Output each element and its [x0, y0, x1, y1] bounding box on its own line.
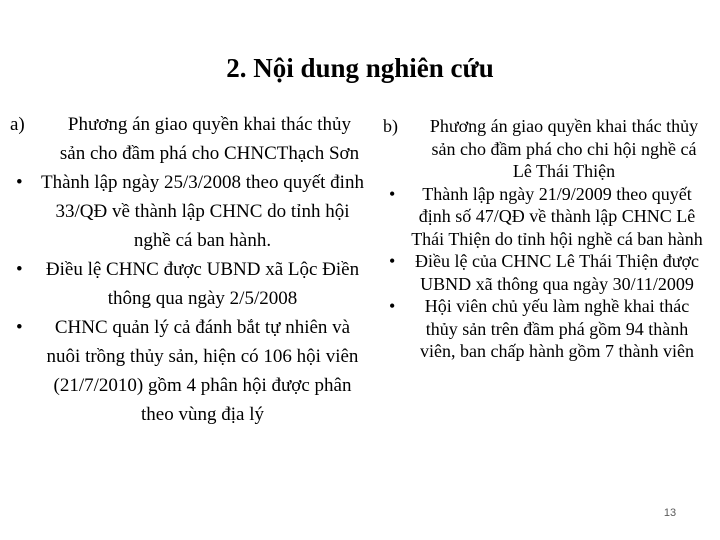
left-bullet-list — [10, 168, 365, 429]
list-item — [383, 250, 703, 295]
bullet-text: Thành lập ngày 25/3/2008 theo quyết đinh 33/QĐ về thành lập CHNC do tỉnh hội nghề cá ban hành. — [41, 172, 364, 251]
bullet-text: Điều lệ của CHNC Lê Thái Thiện được UBND xã thông qua ngày 30/11/2009 — [414, 251, 700, 294]
right-column — [383, 115, 703, 363]
bullet-icon: • — [389, 183, 396, 204]
bullet-icon: • — [16, 259, 23, 280]
bullet-text: CHNC quản lý cả đánh bắt tự nhiên và nuôi trồng thủy sản, hiện có 106 hội viên (21/7/2010) gồm 4 phân hội được phân theo vùng địa lý — [46, 317, 359, 425]
list-item — [10, 168, 365, 255]
bullet-icon: • — [16, 317, 23, 338]
bullet-text: Thành lập ngày 21/9/2009 theo quyết định số 47/QĐ về thành lập CHNC Lê Thái Thiện do tỉnh hội nghề cá ban hành — [411, 183, 703, 249]
slide-title: 2. Nội dung nghiên cứu — [226, 53, 494, 83]
bullet-icon: • — [16, 172, 23, 193]
page-number: 13 — [663, 507, 677, 519]
list-item — [10, 313, 365, 429]
right-marker: b) — [383, 116, 398, 136]
list-item — [10, 255, 365, 313]
right-heading-text: Phương án giao quyền khai thác thủy sản cho đầm phá cho chi hội nghề cá Lê Thái Thiện — [429, 116, 699, 181]
left-column — [10, 110, 365, 429]
left-heading-text: Phương án giao quyền khai thác thủy sản cho đầm phá cho CHNCThạch Sơn — [59, 114, 360, 164]
bullet-text: Điều lệ CHNC được UBND xã Lộc Điền thông qua ngày 2/5/2008 — [45, 259, 360, 309]
left-heading — [10, 110, 365, 168]
list-item — [383, 183, 703, 251]
right-heading — [383, 115, 703, 183]
bullet-text: Hội viên chủ yếu làm nghề khai thác thủy sản trên đầm phá gồm 94 thành viên, ban chấp hành gồm 7 thành viên — [420, 296, 694, 361]
left-marker: a) — [10, 114, 25, 135]
right-bullet-list — [383, 183, 703, 363]
bullet-icon: • — [389, 251, 396, 271]
bullet-icon: • — [389, 296, 396, 316]
list-item — [383, 295, 703, 363]
